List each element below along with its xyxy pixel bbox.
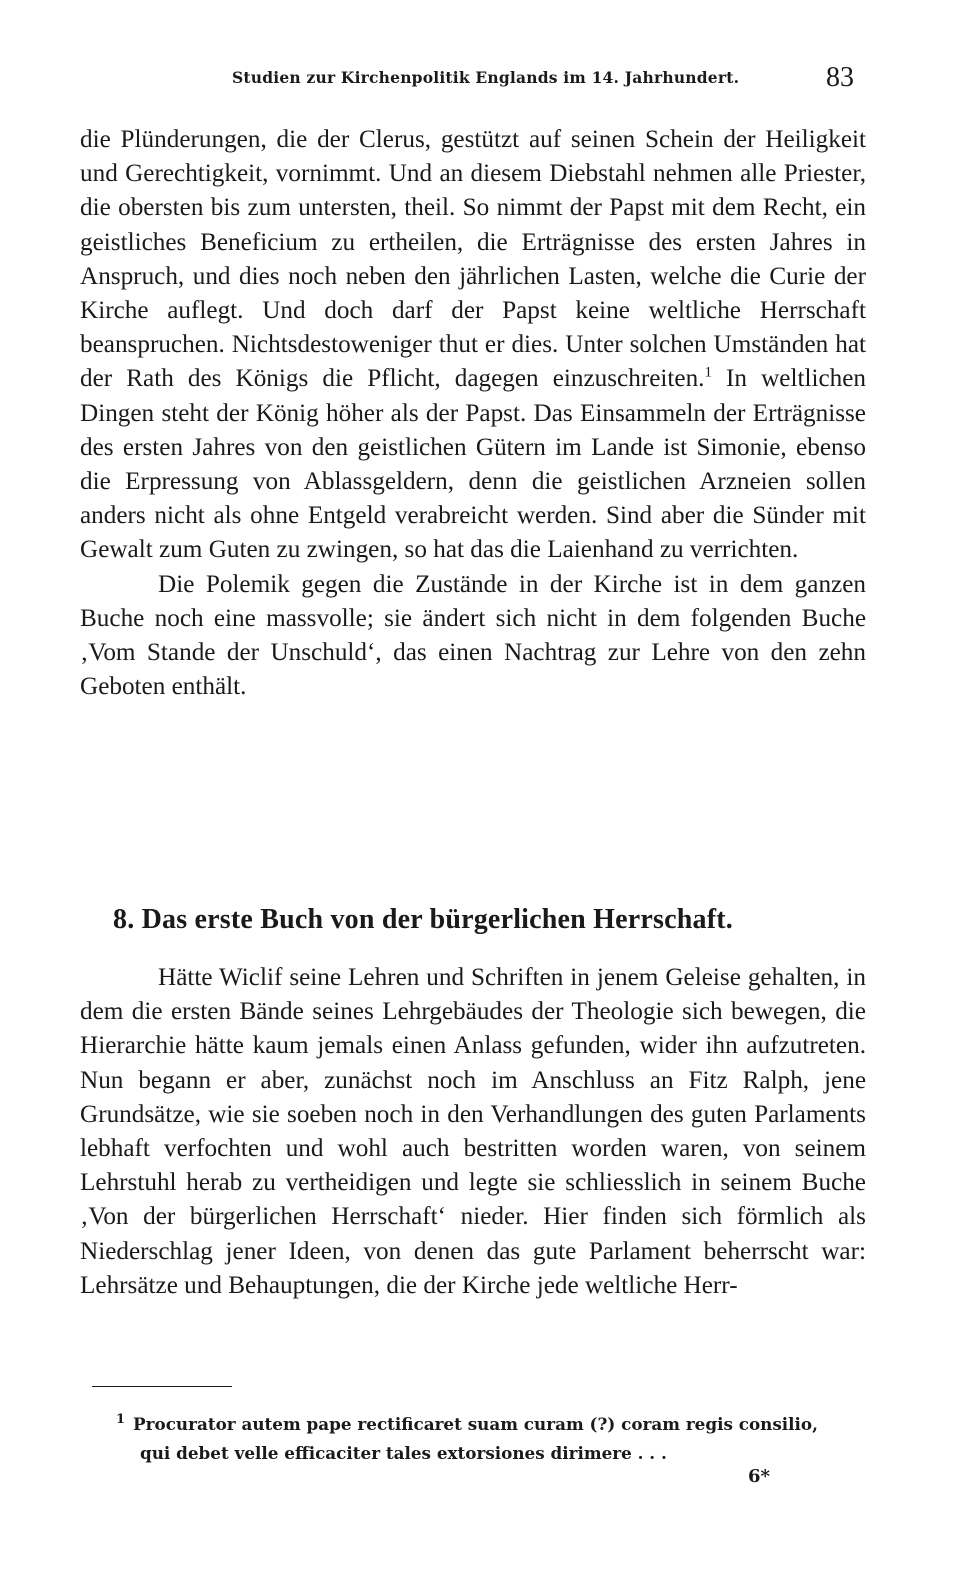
footnote-line-1	[116, 1410, 871, 1439]
paragraph-3: Hätte Wiclif seine Lehren und Schriften in jenem Geleise gehalten, in dem die ersten Bände seines Lehrgebäudes der Theologie sich bewegen, die Hierarchie hätte kaum jemals einen Anlass gefunden, wider ihn aufzutreten. Nun begann er aber, zunächst noch im Anschluss an Fitz Ralph, jene Grundsätze, wie sie soeben noch in den Verhandlungen des guten Parlaments lebhaft verfochten und wohl auch bestritten worden waren, von seinem Lehrstuhl herab zu vertheidigen und legte sie schliesslich in seinem Buche ‚Von der bürgerlichen Herrschaft‘ nieder. Hier finden sich förmlich als Niederschlag jener Ideen, von denen das gute Parlament beherrscht war: Lehrsätze und Behauptungen, die der Kirche jede weltliche Herr-	[80, 964, 866, 1299]
footnote-line-2: qui debet velle efficaciter tales extorsiones dirimere . . .	[140, 1443, 667, 1463]
section-heading: 8. Das erste Buch von der bürgerlichen Herrschaft.	[113, 904, 733, 935]
paragraph-1-part-b: In weltlichen Dingen steht der König höher als der Papst. Das Einsammeln der Erträgnisse des ersten Jahres von den geistlichen Gütern im Lande ist Simonie, ebenso die Erpressung von Ablassgeldern, denn die geistlichen Arzneien sollen anders nicht als ohne Entgeld verabreicht werden. Sind aber die Sünder mit Gewalt zum Guten zu zwingen, so hat das die Laienhand zu verrichten.	[80, 365, 866, 564]
paragraph-2: Die Polemik gegen die Zustände in der Kirche ist in dem ganzen Buche noch eine massvolle; sie ändert sich nicht in dem folgenden Buche ‚Vom Stande der Unschuld‘, das einen Nachtrag zur Lehre von den zehn Geboten enthält.	[80, 570, 866, 701]
text-block-lower	[80, 961, 866, 1303]
paragraph-1-part-a: die Plünderungen, die der Clerus, gestützt auf seinen Schein der Heiligkeit und Gerechtigkeit, vornimmt. Und an diesem Diebstahl nehmen alle Priester, die obersten bis zum untersten, theil. So nimmt der Papst mit dem Recht, ein geistliches Beneficium zu ertheilen, die Erträgnisse des ersten Jahres in Anspruch, und dies noch neben den jährlichen Lasten, welche die Curie der Kirche auflegt. Und doch darf der Papst keine weltliche Herrschaft beanspruchen. Nichtsdestoweniger thut er dies. Unter solchen Umständen hat der Rath des Königs die Pflicht, dagegen einzuschreiten.	[80, 126, 866, 393]
text-block-upper	[80, 123, 866, 704]
page-number: 83	[826, 62, 854, 93]
paragraph-1	[80, 123, 866, 568]
footnote-divider	[92, 1386, 232, 1387]
printer-signature: 6*	[748, 1466, 770, 1487]
footnote-mark: 1	[116, 1412, 126, 1428]
footnote-text-1: Procurator autem pape rectificaret suam curam (?) coram regis consilio,	[133, 1414, 818, 1434]
footnote	[116, 1410, 871, 1468]
running-head: Studien zur Kirchenpolitik Englands im 14. Jahrhundert.	[232, 68, 740, 87]
footnote-reference: 1	[704, 365, 712, 382]
